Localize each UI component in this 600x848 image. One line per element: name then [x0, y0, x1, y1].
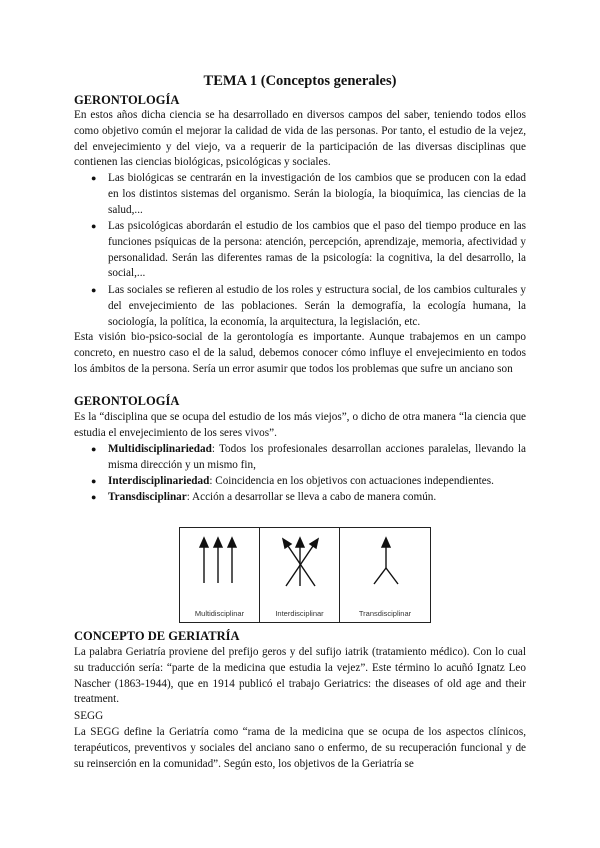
figure-caption: Transdisciplinar	[358, 609, 412, 618]
definition-paragraph: Es la “disciplina que se ocupa del estudio de los más viejos”, o dicho de otra manera “la ciencia que estudia el envejecimiento de los seres vivos”.	[74, 411, 526, 439]
closing-paragraph: Esta visión bio-psico-social de la gerontología es importante. Aunque trabajemos en un campo concreto, en nuestro caso el de la salud, debemos conocer cómo influye el envejecimiento en todos los ámbitos de la persona. Sería un error asumir que todos los problemas que sufre un anciano son	[74, 331, 526, 375]
bullet-sociales	[91, 283, 526, 330]
figure-panel-transdisciplinar	[339, 527, 431, 623]
bullet-icon: ●	[91, 221, 97, 231]
bullet-text: : Todos los profesionales desarrollan acciones paralelas, llevando la misma dirección y un mismo fin,	[108, 443, 526, 471]
geriatria-paragraph: La palabra Geriatría proviene del prefijo geros y del sufijo iatrik (tratamiento médico). Con lo cual su traducción sería: “parte de la medicina que estudia la vejez”. Este término lo acuñó Ignatz Leo Nascher (1863-1944), que en 1914 publicó el trabajo Geriatrics: the diseases of old age and their treatment.	[74, 646, 526, 706]
bullet-term: Transdisciplinar	[108, 491, 187, 503]
bullet-psicologicas	[91, 219, 526, 282]
crossing-arrows-icon	[260, 528, 341, 608]
bullet-interdisciplinariedad	[91, 474, 526, 490]
bullet-icon: ●	[91, 492, 97, 502]
figure-caption: Multidisciplinar	[194, 609, 245, 618]
section-heading-gerontologia-2: GERONTOLOGÍA	[74, 394, 180, 408]
bullet-icon: ●	[91, 444, 97, 454]
bullet-term: Interdisciplinariedad	[108, 475, 210, 487]
figure-panel-multidisciplinar	[179, 527, 260, 623]
bullet-text: Las sociales se refieren al estudio de los roles y estructura social, de los cambios culturales y del envejecimiento de las poblaciones. Serán la demografía, la ecología humana, la sociología, la política, la economía, la arquitectura, la legislación, etc.	[108, 284, 526, 328]
bullet-transdisciplinar	[91, 490, 526, 506]
bullet-text: : Coincidencia en los objetivos con actuaciones independientes.	[209, 475, 494, 487]
disciplines-figure	[179, 527, 431, 623]
figure-caption: Interdisciplinar	[275, 609, 324, 618]
intro-paragraph: En estos años dicha ciencia se ha desarrollado en diversos campos del saber, teniendo todos ellos como objetivo común el mejorar la calidad de vida de las personas. Por tanto, el estudio de la vejez, del envejecimiento y del viejo, va a requerir de la participación de las diversas disciplinas que contienen las ciencias biológicas, psicológicas y sociales.	[74, 109, 526, 169]
bullet-icon: ●	[91, 285, 97, 295]
bullet-text: Las biológicas se centrarán en la investigación de los cambios que se producen con la edad en los distintos sistemas del organismo. Serán la biología, la bioquímica, las ciencias de la salud,...	[108, 172, 526, 216]
bullet-biologicas	[91, 171, 526, 218]
bullet-term: Multidisciplinariedad	[108, 443, 212, 455]
figure-panel-interdisciplinar	[259, 527, 340, 623]
segg-paragraph: La SEGG define la Geriatría como “rama de la medicina que se ocupa de los aspectos clínicos, terapéuticos, preventivos y sociales del anciano sano o enfermo, de su recuperación funcional y de su reinserción en la comunidad”. Según esto, los objetivos de la Geriatría se	[74, 726, 526, 770]
section-heading-gerontologia: GERONTOLOGÍA	[74, 93, 180, 107]
section-heading-geriatria: CONCEPTO DE GERIATRÍA	[74, 629, 240, 643]
bullet-multidisciplinariedad	[91, 442, 526, 474]
segg-label: SEGG	[74, 710, 104, 722]
bullet-icon: ●	[91, 476, 97, 486]
bullet-text: Las psicológicas abordarán el estudio de los cambios que el paso del tiempo produce en las funciones psíquicas de la persona: atención, percepción, aprendizaje, memoria, afectividad y personalidad. Serán las diferentes ramas de la psicología: la cognitiva, la del desarrollo, la social,...	[108, 220, 526, 280]
parallel-arrows-icon	[180, 528, 261, 608]
page-title: TEMA 1 (Conceptos generales)	[203, 73, 397, 89]
converging-arrow-icon	[340, 528, 432, 608]
bullet-text: : Acción a desarrollar se lleva a cabo de manera común.	[186, 491, 437, 503]
bullet-icon: ●	[91, 173, 97, 183]
